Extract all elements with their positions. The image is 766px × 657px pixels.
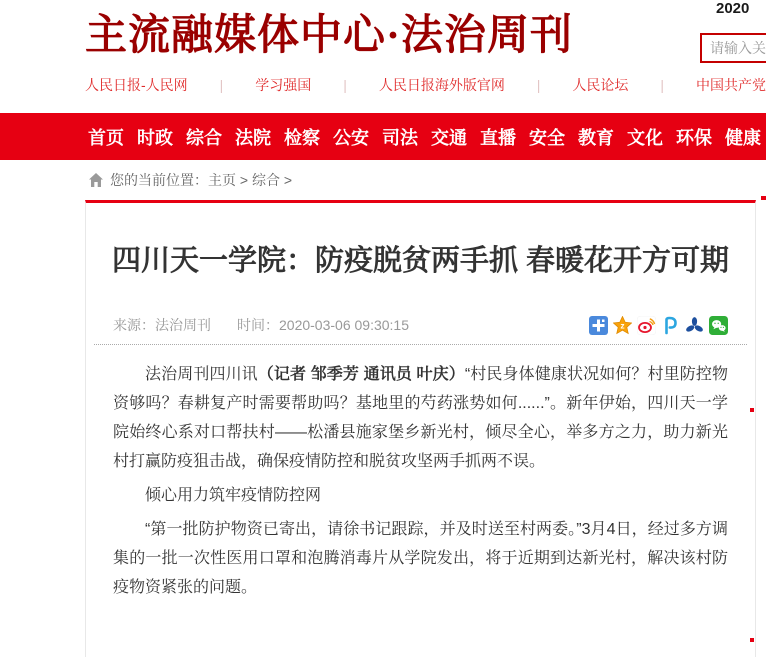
byline: （记者 邹季芳 通讯员 叶庆） [257,366,465,383]
dateline: 法治周刊四川讯 [145,366,258,383]
nav-item-culture[interactable]: 文化 [627,127,663,148]
nav-item-general[interactable]: 综合 [186,127,222,148]
tencent-friend-icon[interactable] [661,316,680,335]
breadcrumb-text[interactable]: 您的当前位置：主页 > 综合 > [110,172,293,188]
share-bar [589,316,728,335]
svg-text:z: z [620,320,625,330]
partner-link-forum[interactable]: 人民论坛 [572,77,629,93]
share-more-icon[interactable] [589,316,608,335]
nav-item-police[interactable]: 公安 [333,127,369,148]
article-meta [86,315,755,335]
article-time: 时间：2020-03-06 09:30:15 [237,317,409,333]
article-meta-left [113,315,409,335]
article-title: 四川天一学院：防疫脱贫两手抓 春暖花开方可期 [111,245,730,277]
nav-item-justice[interactable]: 司法 [382,127,418,148]
nav-item-traffic[interactable]: 交通 [431,127,467,148]
partner-link-overseas[interactable]: 人民日报海外版官网 [378,77,505,93]
partner-links [85,74,766,96]
weibo-icon[interactable] [637,316,656,335]
nav-item-procuratorate[interactable]: 检察 [284,127,320,148]
nav-item-home[interactable]: 首页 [88,127,124,148]
sidebar-fragment [750,408,754,412]
main-nav [0,113,766,160]
search-input[interactable] [700,33,766,63]
nav-item-live[interactable]: 直播 [480,127,516,148]
nav-item-safety[interactable]: 安全 [529,127,565,148]
renren-icon[interactable] [685,316,704,335]
separator: | [219,77,224,93]
sidebar-fragment [761,196,766,200]
article-source: 来源：法治周刊 [113,317,211,333]
nav-item-court[interactable]: 法院 [235,127,271,148]
nav-item-politics[interactable]: 时政 [137,127,173,148]
wechat-icon[interactable] [709,316,728,335]
nav-item-environment[interactable]: 环保 [676,127,712,148]
nav-item-education[interactable]: 教育 [578,127,614,148]
paragraph-2: 倾心用力筑牢疫情防控网 [145,487,322,504]
partner-link-peoples-daily[interactable]: 人民日报-人民网 [85,77,188,93]
article-body [86,345,755,602]
home-icon [88,172,104,188]
qzone-icon[interactable] [613,316,632,335]
partner-link-cpc[interactable]: 中国共产党 [695,77,766,93]
partner-link-xuexi[interactable]: 学习强国 [255,77,312,93]
separator: | [536,77,541,93]
header-date: 2020 [716,0,750,17]
paragraph-1-text: “村民身体健康状况如何？村里防控物资够吗？春耕复产时需要帮助吗？基地里的芍药涨势如何......”。新年伊始，四川天一学院始终心系对口帮扶村——松潘县施家堡乡新光村，倾尽全心，举多方之力，助力新光村打赢防疫狙击战，确保疫情防控和脱贫攻坚两手抓两不误。 [113,366,728,470]
breadcrumb [0,160,766,200]
separator: | [660,77,665,93]
sidebar-fragment [750,638,754,642]
separator: | [343,77,347,93]
site-logo: 主流融媒体中心·法治周刊 [85,13,574,59]
article-card [85,200,756,657]
paragraph-1 [113,360,728,476]
paragraph-3: “第一批防护物资已寄出，请徐书记跟踪，并及时送至村两委。”3月4日，经过多方调集的一批一次性医用口罩和泡腾消毒片从学院发出，将于近期到达新光村，解决该村防疫物资紧张的问题。 [113,521,728,596]
site-header [0,0,766,113]
nav-item-health[interactable]: 健康 [725,127,761,148]
